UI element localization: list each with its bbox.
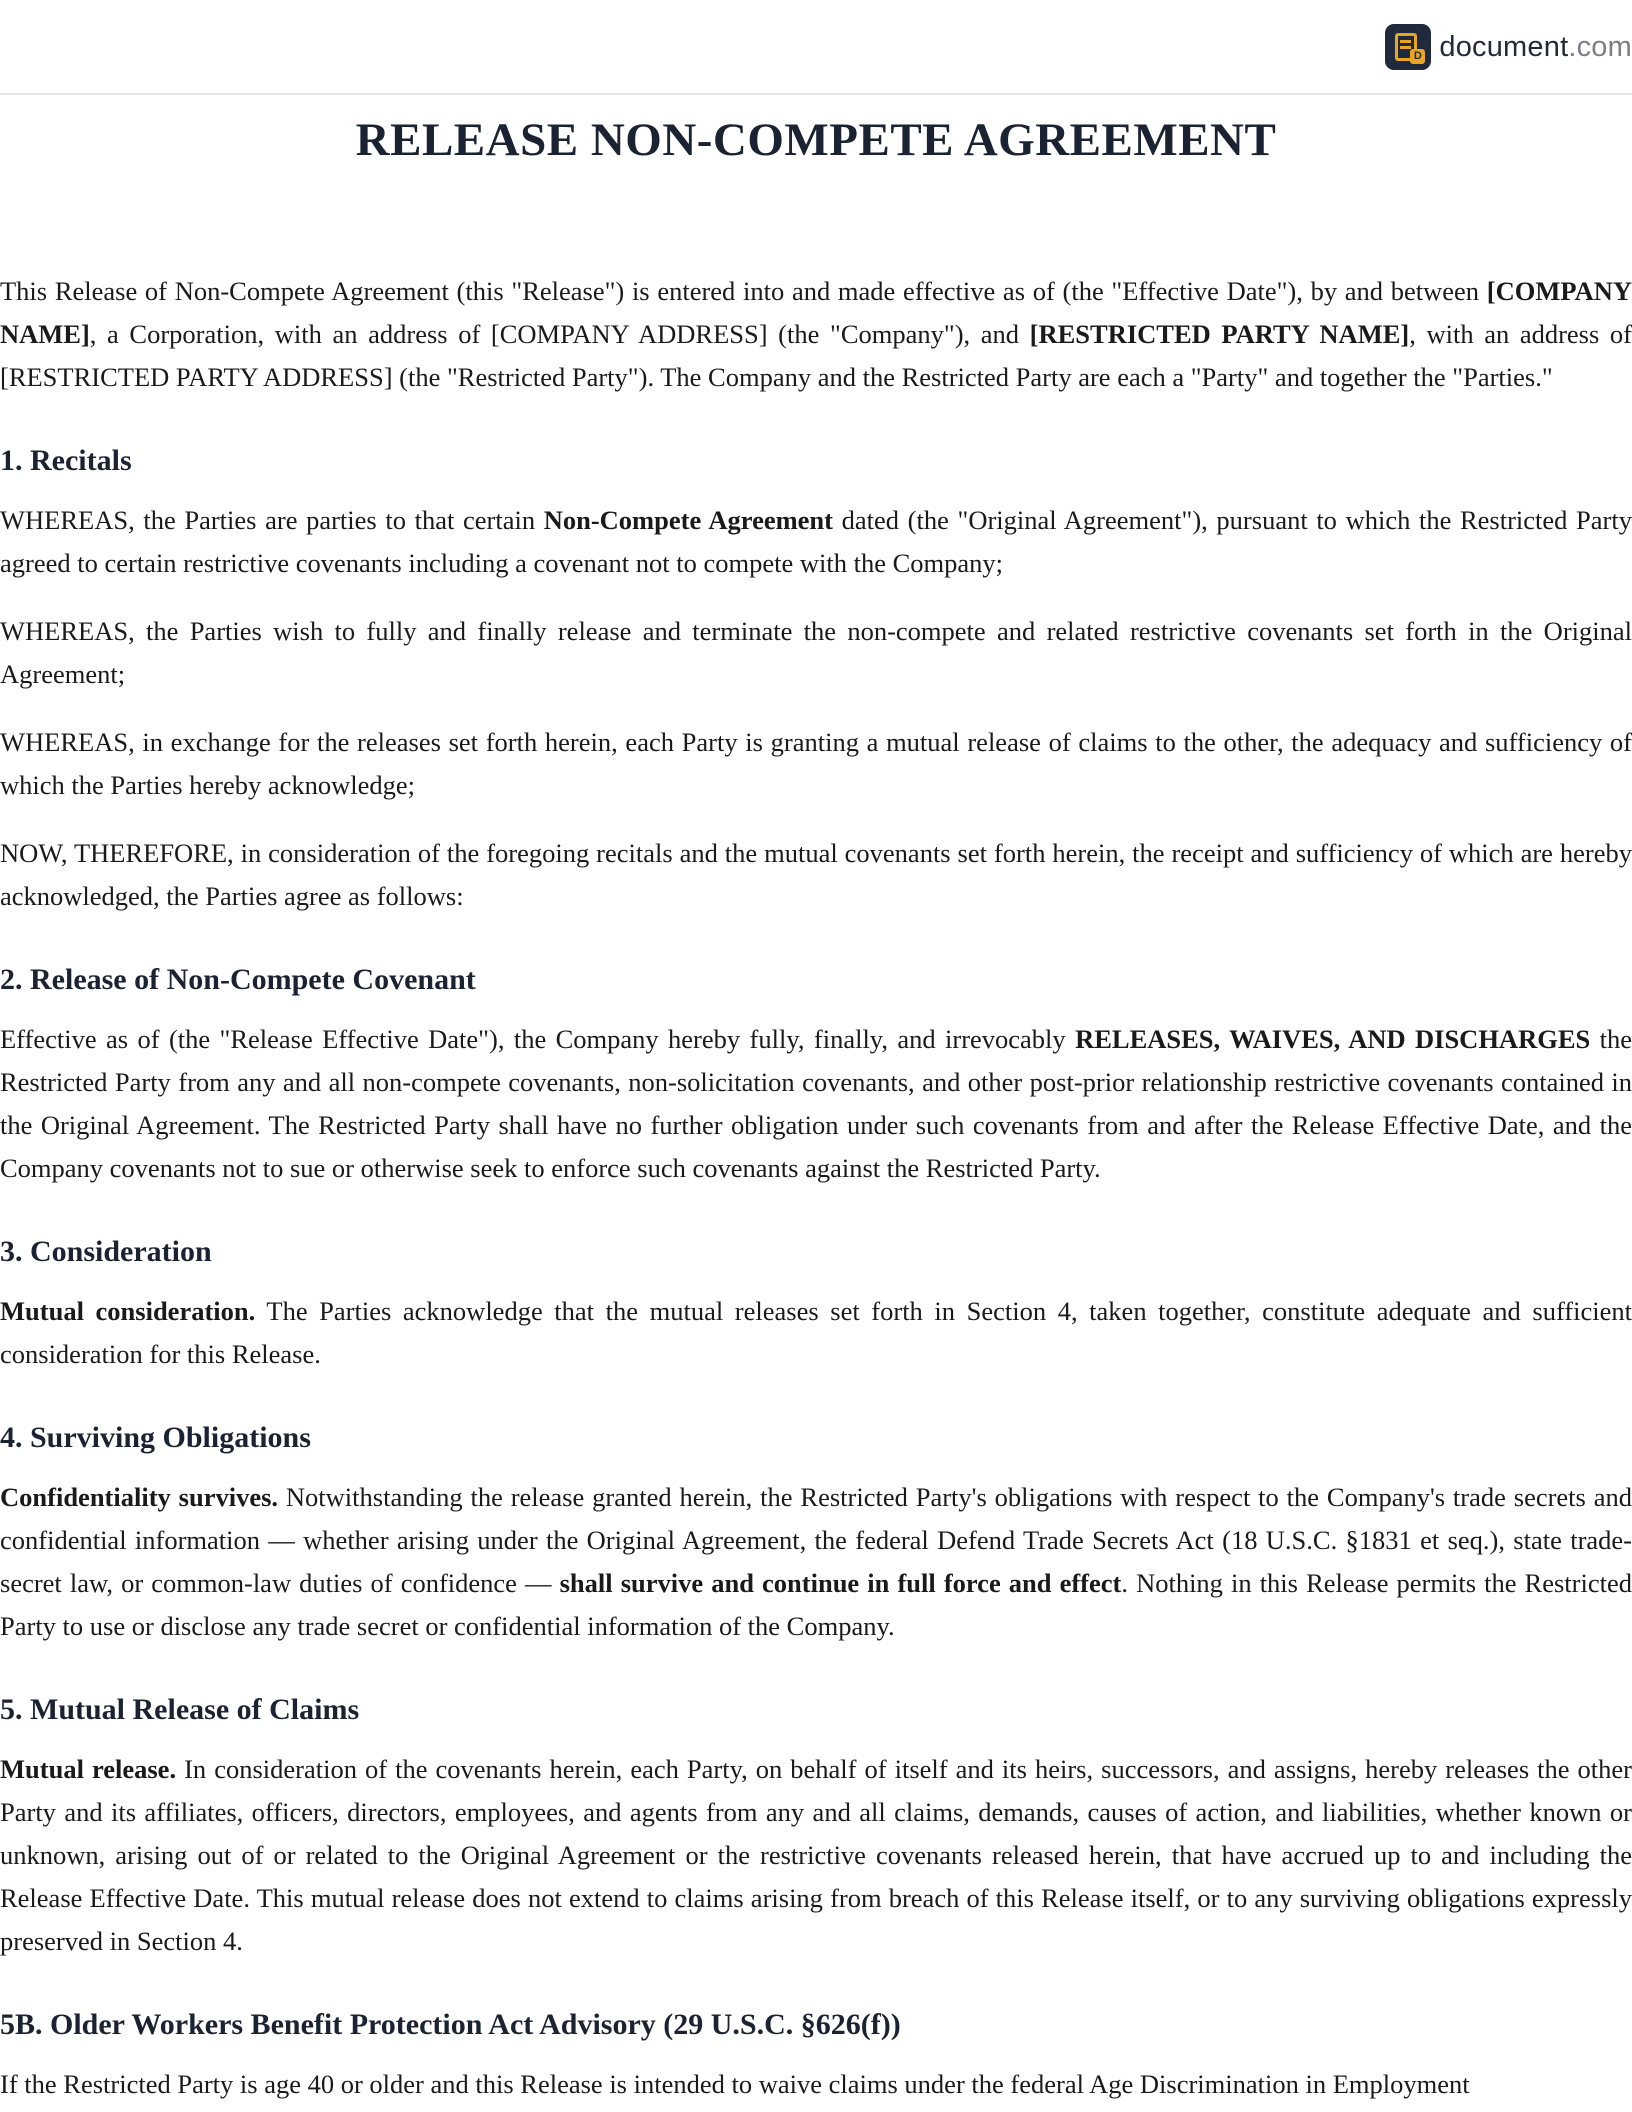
- page-header: [0, 0, 1632, 95]
- document-body: [0, 110, 1632, 2106]
- section-5b-text: If the Restricted Party is age 40 or older and this Release is intended to waive claims under the federal Age Discrimination in Employment: [0, 2069, 1470, 2099]
- section-1-heading: 1. Recitals: [0, 444, 132, 477]
- section-4-text: Confidentiality survives. Notwithstanding the release granted herein, the Restricted Party's obligations with respect to the Company's trade secrets and confidential information — whether arising under the Original Agreement, the federal Defend Trade Secrets Act (18 U.S.C. §1831 et seq.), state trade-secret law, or common-law duties of confidence — shall survive and continue in full force and effect. Nothing in this Release permits the Restricted Party to use or disclose any trade secret or confidential information of the Company.: [0, 1482, 1632, 1641]
- section-5-text: Mutual release. In consideration of the covenants herein, each Party, on behalf of itself and its heirs, successors, and assigns, hereby releases the other Party and its affiliates, officers, directors, employees, and agents from any and all claims, demands, causes of action, and liabilities, whether known or unknown, arising out of or related to the Original Agreement or the restrictive covenants released herein, that have accrued up to and including the Release Effective Date. This mutual release does not extend to claims arising from breach of this Release itself, or to any surviving obligations expressly preserved in Section 4.: [0, 1754, 1632, 1956]
- section-3-text: Mutual consideration. The Parties acknowledge that the mutual releases set forth in Section 4, taken together, constitute adequate and sufficient consideration for this Release.: [0, 1296, 1632, 1369]
- intro-paragraph: This Release of Non-Compete Agreement (this "Release") is entered into and made effective as of (the "Effective Date"), by and between [COMPANY NAME], a Corporation, with an address of [COMPANY ADDRESS] (the "Company"), and [RESTRICTED PARTY NAME], with an address of [RESTRICTED PARTY ADDRESS] (the "Restricted Party"). The Company and the Restricted Party are each a "Party" and together the "Parties.": [0, 276, 1632, 392]
- section-4-lead: Confidentiality survives.: [0, 1482, 279, 1512]
- section-4-heading: 4. Surviving Obligations: [0, 1421, 311, 1454]
- section-3-heading: 3. Consideration: [0, 1235, 212, 1268]
- brand-tld: .com: [1568, 30, 1632, 63]
- section-5-heading: 5. Mutual Release of Claims: [0, 1693, 360, 1726]
- document-title: RELEASE NON-COMPETE AGREEMENT: [355, 114, 1277, 166]
- brand-name: document.com: [1439, 30, 1632, 63]
- restricted-party-name: [RESTRICTED PARTY NAME]: [1029, 319, 1410, 349]
- section-2-heading: 2. Release of Non-Compete Covenant: [0, 963, 476, 996]
- recital-3: WHEREAS, in exchange for the releases set forth herein, each Party is granting a mutual release of claims to the other, the adequacy and sufficiency of which the Parties hereby acknowledge;: [0, 727, 1632, 800]
- section-5-lead: Mutual release.: [0, 1754, 177, 1784]
- section-2-text: Effective as of (the "Release Effective Date"), the Company hereby fully, finally, and irrevocably RELEASES, WAIVES, AND DISCHARGES the Restricted Party from any and all non-compete covenants, non-solicitation covenants, and other post-prior relationship restrictive covenants contained in the Original Agreement. The Restricted Party shall have no further obligation under such covenants from and after the Release Effective Date, and the Company covenants not to sue or otherwise seek to enforce such covenants against the Restricted Party.: [0, 1024, 1632, 1183]
- non-compete-agreement-ref: Non-Compete Agreement: [543, 505, 833, 535]
- brand-logo[interactable]: [1385, 24, 1632, 70]
- section-3-lead: Mutual consideration.: [0, 1296, 256, 1326]
- survival-clause: shall survive and continue in full force and effect: [559, 1568, 1122, 1598]
- recital-2: WHEREAS, the Parties wish to fully and finally release and terminate the non-compete and related restrictive covenants set forth in the Original Agreement;: [0, 616, 1632, 689]
- recital-1: WHEREAS, the Parties are parties to that certain Non-Compete Agreement dated (the "Original Agreement"), pursuant to which the Restricted Party agreed to certain restrictive covenants including a covenant not to compete with the Company;: [0, 505, 1632, 578]
- release-terms: RELEASES, WAIVES, AND DISCHARGES: [1075, 1024, 1591, 1054]
- document-logo-icon: D: [1385, 24, 1431, 70]
- section-5b-heading: 5B. Older Workers Benefit Protection Act Advisory (29 U.S.C. §626(f)): [0, 2008, 901, 2041]
- recital-4: NOW, THEREFORE, in consideration of the foregoing recitals and the mutual covenants set forth herein, the receipt and sufficiency of which are hereby acknowledged, the Parties agree as follows:: [0, 838, 1632, 911]
- company-name: [COMPANY NAME]: [0, 276, 1632, 349]
